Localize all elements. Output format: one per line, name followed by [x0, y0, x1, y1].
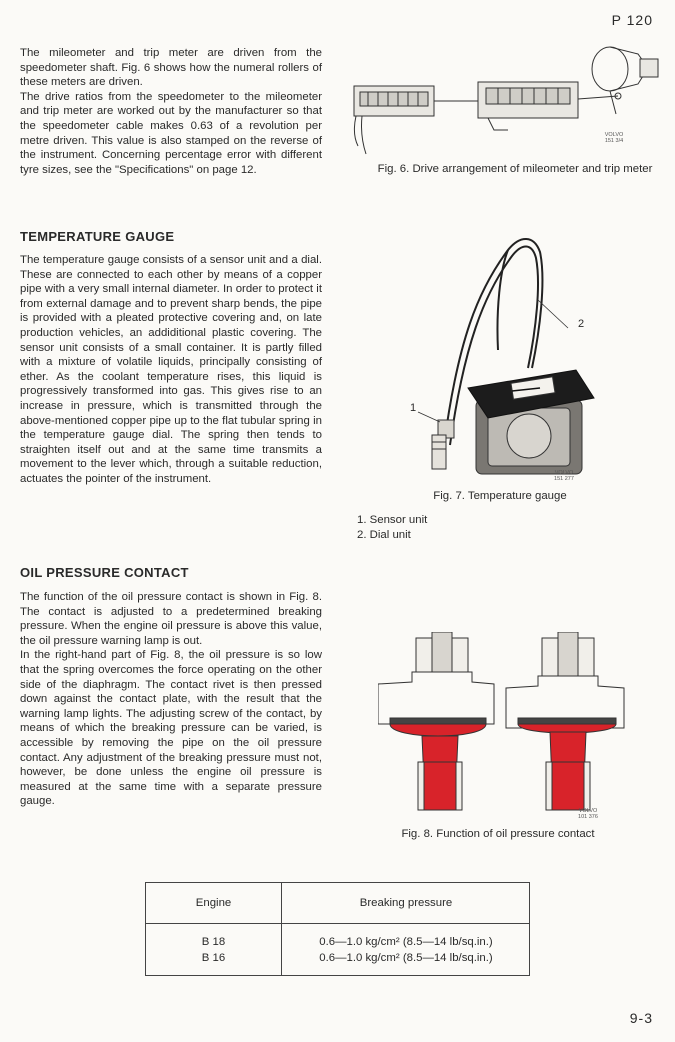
- page-number: P 120: [611, 12, 653, 28]
- paragraph: In the right-hand part of Fig. 8, the oil pressure is so low that the spring overcomes the force operating on the other side of the diaphragm. The contact rivet is then pressed down against the contact plate, with the result that the warning lamp lights. The adjusting screw of the contact, by means of which the breaking pressure can be varied, is accessible by removing the pipe on the oil pressure contact. Any adjustment of the breaking pressure must not, however, be done unless the engine oil pressure is measured at the same time with a separate pressure gauge.: [20, 649, 322, 808]
- paragraph: The drive ratios from the speedometer to the mileometer and trip meter are worked out by the manufacturer so that the speedometer cable makes 0.63 of a revolution per metre driven. This value is also stamped on the reverse of the instrument. Concerning percentage error with different tyre sizes, see the "Specifications" on page 12.: [20, 90, 322, 176]
- table-header-breaking-pressure: Breaking pressure: [359, 897, 453, 909]
- oil-pressure-heading: OIL PRESSURE CONTACT: [20, 565, 189, 580]
- fig7-gauge-illustration: [408, 230, 608, 480]
- table-cell: B 18: [201, 936, 226, 948]
- intro-text: [20, 46, 322, 177]
- fig8-caption: Fig. 8. Function of oil pressure contact: [401, 828, 595, 840]
- breaking-pressure-table: [145, 882, 530, 976]
- fig7-logo: VOLVO 151 277: [554, 470, 574, 482]
- fig7-callout-1: 1: [410, 402, 417, 414]
- fig7-legend: [357, 513, 427, 542]
- legend-item: 2. Dial unit: [357, 528, 411, 541]
- fig8-contact-illustration: [378, 632, 628, 822]
- fig8-logo: VOLVO 101 376: [578, 808, 598, 820]
- fig6-caption: Fig. 6. Drive arrangement of mileometer and trip meter: [377, 163, 653, 175]
- fig7-callout-2: 2: [578, 318, 585, 330]
- section-page-number: 9-3: [629, 1010, 653, 1026]
- table-header-engine: Engine: [195, 897, 232, 909]
- table-cell: B 16: [201, 952, 226, 964]
- table-cell: 0.6—1.0 kg/cm² (8.5—14 lb/sq.in.): [319, 952, 493, 964]
- fig7-caption: Fig. 7. Temperature gauge: [433, 490, 567, 502]
- paragraph: The temperature gauge consists of a sensor unit and a dial. These are connected to each other by means of a copper pipe with a very small internal diameter. In order to protect it from external damage and to prevent sharp bends, the pipe is provided with a pleated protective covering and, on late production vehicles, an addiditional plastic covering. The sensor unit consists of a small container. It is partly filled with a mixture of volatile liquids, principally consisting of ether. As the coolant temperature rises, this liquid is progressively transformed into gas. This gives rise to an increase in pressure, which is transmitted through the above-mentioned copper pipe up to the flat tubular spring in the temperature gauge dial. The spring then tends to straighten itself out and at the same time transmits a movement to the lever which, through a suitable reduction, actuates the pointer of the instrument.: [20, 254, 322, 485]
- oil-pressure-text: [20, 590, 322, 809]
- temperature-heading: TEMPERATURE GAUGE: [20, 229, 175, 244]
- paragraph: The function of the oil pressure contact is shown in Fig. 8. The contact is adjusted to a predetermined breaking pressure. When the engine oil pressure is above this value, the oil pressure warning lamp is out.: [20, 591, 322, 647]
- legend-item: 1. Sensor unit: [357, 514, 428, 526]
- contact-right: [506, 632, 624, 810]
- fig6-logo: VOLVO 151 3/4: [604, 132, 624, 144]
- fig6-drive-illustration: [348, 44, 666, 162]
- table-cell: 0.6—1.0 kg/cm² (8.5—14 lb/sq.in.): [319, 936, 493, 948]
- contact-left: [378, 632, 494, 810]
- paragraph: The mileometer and trip meter are driven from the speedometer shaft. Fig. 6 shows how the numeral rollers of these meters are driven.: [20, 47, 322, 89]
- temperature-text: [20, 253, 322, 487]
